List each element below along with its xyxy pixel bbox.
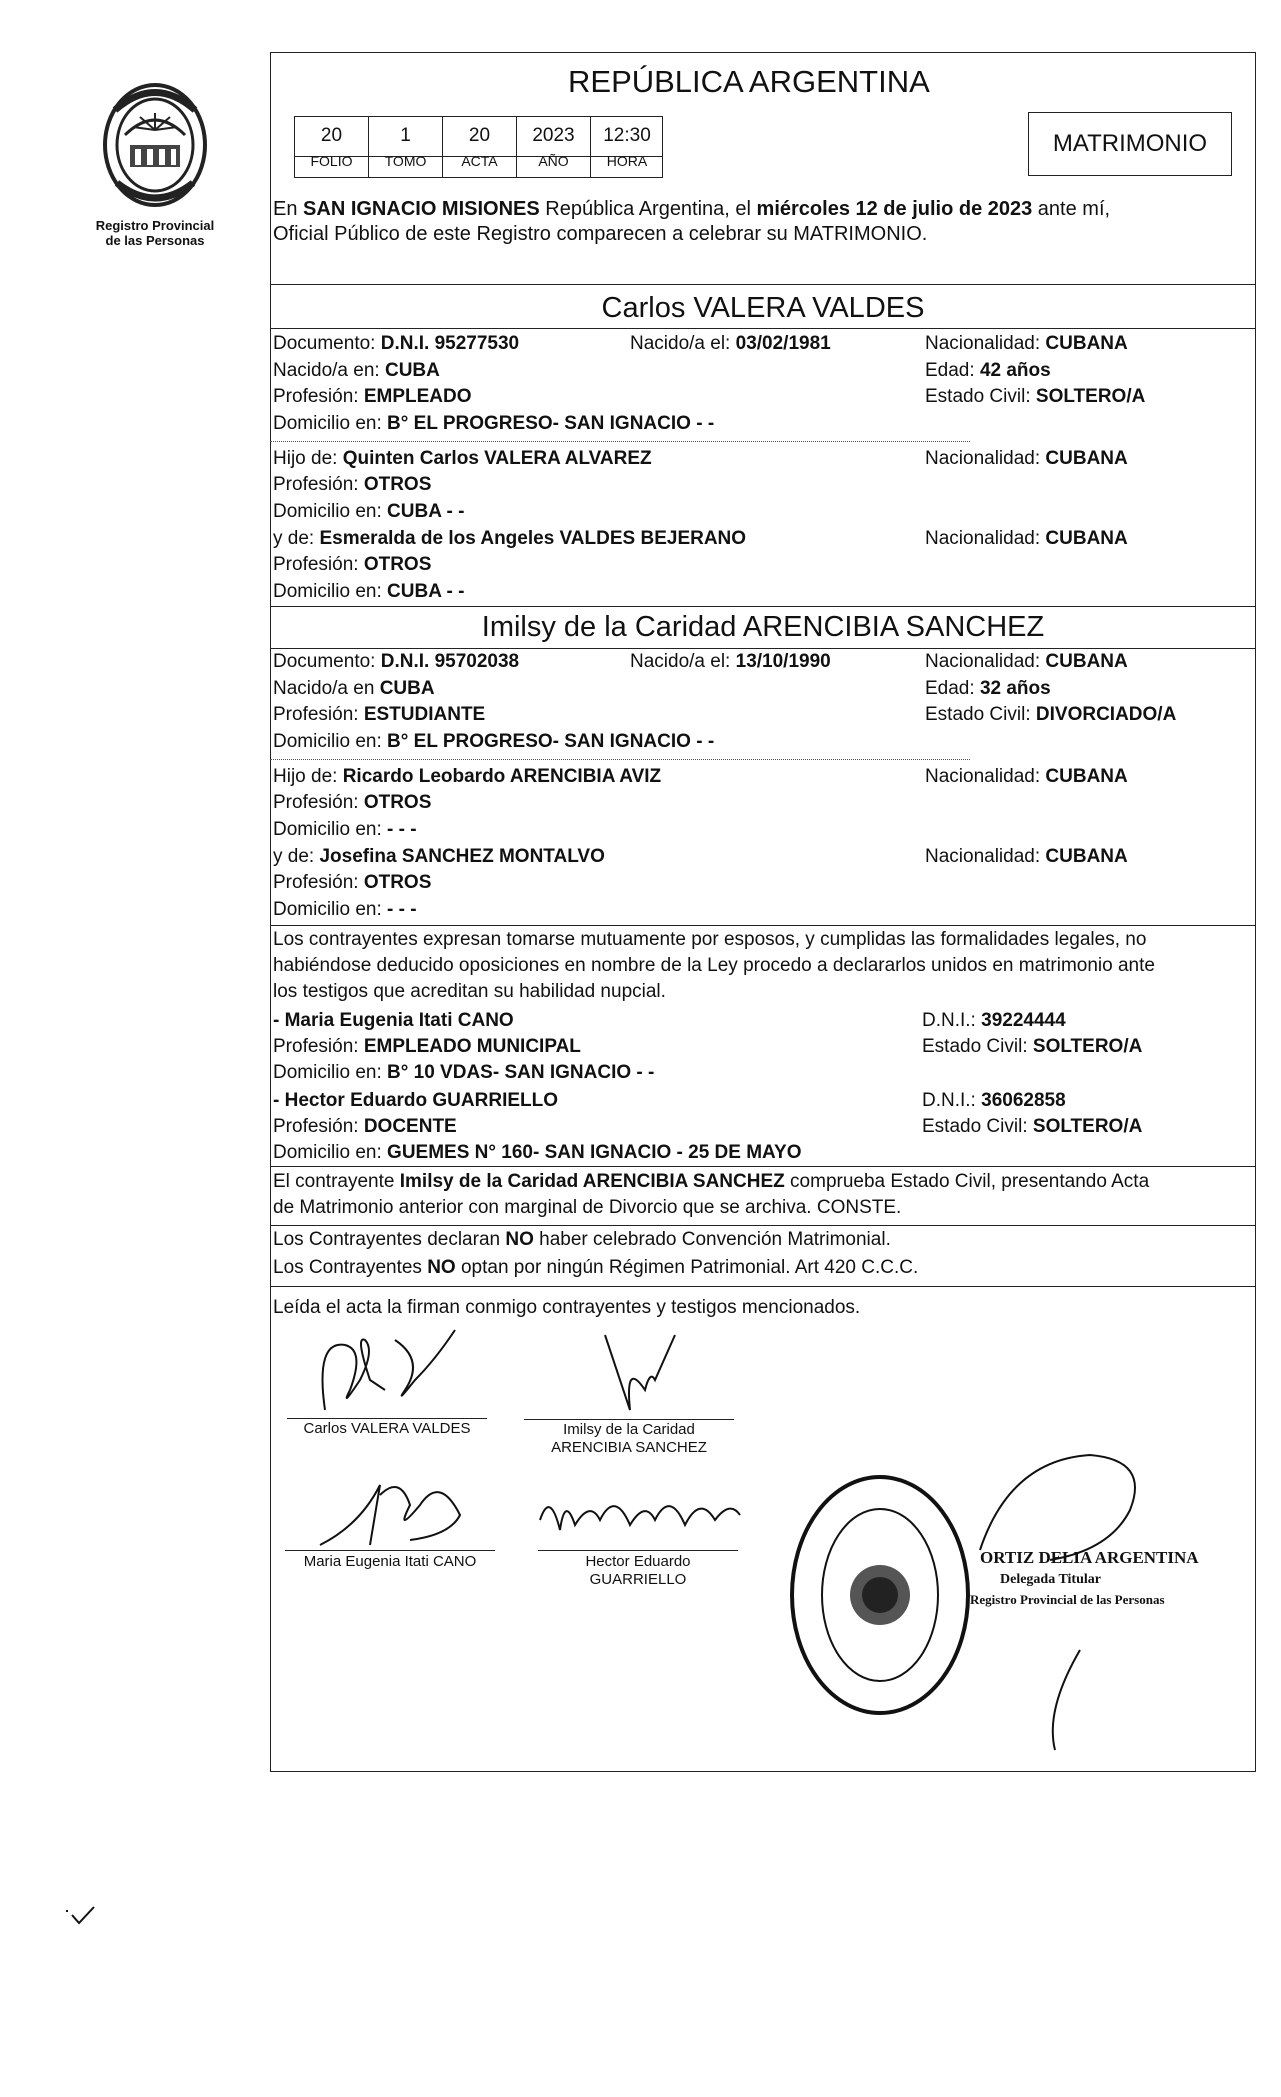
- witness1-profession: Profesión: EMPLEADO MUNICIPAL: [273, 1036, 581, 1057]
- closing-text: Leída el acta la firman conmigo contrayentes y testigos mencionados.: [273, 1297, 861, 1318]
- acta-label: ACTA: [461, 153, 498, 169]
- stamp-title: Delegada Titular: [1000, 1572, 1101, 1587]
- spouse1-mother: y de: Esmeralda de los Angeles VALDES BEJERANO: [273, 528, 747, 549]
- folio-label: FOLIO: [310, 153, 353, 169]
- spouse2-document: Documento: D.N.I. 95702038: [273, 651, 520, 672]
- spouse2-father-nationality: Nacionalidad: CUBANA: [925, 766, 1128, 787]
- spouse2-civil-status: Estado Civil: DIVORCIADO/A: [925, 704, 1177, 725]
- declaration-line-1: Los contrayentes expresan tomarse mutuamente por esposos, y cumplidas las formalidades legales, no: [273, 929, 1147, 950]
- divorce-note-line-2: de Matrimonio anterior con marginal de Divorcio que se archiva. CONSTE.: [273, 1197, 902, 1218]
- signature-carlos: [305, 1320, 485, 1425]
- signature-caption-maria: Maria Eugenia Itati CANO: [303, 1553, 477, 1570]
- witness2-dni: D.N.I.: 36062858: [922, 1090, 1066, 1111]
- divorce-note-line-1: El contrayente Imilsy de la Caridad ARENCIBIA SANCHEZ comprueba Estado Civil, presentando Acta: [273, 1171, 1150, 1192]
- witness1-civil-status: Estado Civil: SOLTERO/A: [922, 1036, 1143, 1057]
- signature-caption-carlos: Carlos VALERA VALDES: [303, 1420, 471, 1437]
- signature-maria: [300, 1465, 475, 1560]
- spouse1-address: Domicilio en: B° EL PROGRESO- SAN IGNACIO - -: [273, 413, 715, 434]
- spouse2-mother-address: Domicilio en: - - -: [273, 899, 417, 920]
- declaration-line-2: habiéndose deducido oposiciones en nombre de la Ley procedo a declararlos unidos en matrimonio ante: [273, 955, 1155, 976]
- convention-line-1: Los Contrayentes declaran NO haber celebrado Convención Matrimonial.: [273, 1229, 891, 1250]
- spouse2-born-on: Nacido/a el: 13/10/1990: [630, 651, 831, 672]
- spouse1-age: Edad: 42 años: [925, 360, 1051, 381]
- spouse1-name: Carlos VALERA VALDES: [601, 292, 925, 324]
- folio-value: 20: [320, 125, 343, 146]
- spouse2-age: Edad: 32 años: [925, 678, 1051, 699]
- signature-hector: [535, 1480, 745, 1555]
- witness1-address: Domicilio en: B° 10 VDAS- SAN IGNACIO - -: [273, 1062, 655, 1083]
- spouse2-father-profession: Profesión: OTROS: [273, 792, 432, 813]
- spouse2-nationality: Nacionalidad: CUBANA: [925, 651, 1128, 672]
- witness1-name: - Maria Eugenia Itati CANO: [273, 1010, 514, 1031]
- witness2-address: Domicilio en: GUEMES N° 160- SAN IGNACIO - 25 DE MAYO: [273, 1142, 802, 1163]
- spouse2-address: Domicilio en: B° EL PROGRESO- SAN IGNACIO - -: [273, 731, 715, 752]
- year-value: 2023: [532, 125, 575, 146]
- stamp-name: ORTIZ DELIA ARGENTINA: [980, 1548, 1199, 1567]
- tomo-label: TOMO: [384, 153, 427, 169]
- stamp-registry: Registro Provincial de las Personas: [970, 1592, 1165, 1607]
- spouse2-born-in: Nacido/a en CUBA: [273, 678, 435, 699]
- spouse1-father: Hijo de: Quinten Carlos VALERA ALVAREZ: [273, 448, 652, 469]
- hour-label: HORA: [606, 153, 648, 169]
- spouse1-born-on: Nacido/a el: 03/02/1981: [630, 333, 831, 354]
- signature-caption-imilsy: Imilsy de la Caridad ARENCIBIA SANCHEZ: [551, 1421, 707, 1456]
- spouse2-name: Imilsy de la Caridad ARENCIBIA SANCHEZ: [481, 611, 1045, 643]
- spouse2-father-address: Domicilio en: - - -: [273, 819, 417, 840]
- witness2-profession: Profesión: DOCENTE: [273, 1116, 457, 1137]
- spouse2-father: Hijo de: Ricardo Leobardo ARENCIBIA AVIZ: [273, 766, 662, 787]
- spouse1-mother-profession: Profesión: OTROS: [273, 554, 432, 575]
- header-title: REPÚBLICA ARGENTINA: [568, 64, 930, 99]
- acta-value: 20: [468, 125, 491, 146]
- witness2-civil-status: Estado Civil: SOLTERO/A: [922, 1116, 1143, 1137]
- spouse1-document: Documento: D.N.I. 95277530: [273, 333, 520, 354]
- spouse2-mother: y de: Josefina SANCHEZ MONTALVO: [273, 846, 605, 867]
- act-reference-table: [294, 116, 663, 178]
- spouse1-father-address: Domicilio en: CUBA - -: [273, 501, 465, 522]
- spouse1-profession: Profesión: EMPLEADO: [273, 386, 472, 407]
- spouse1-mother-address: Domicilio en: CUBA - -: [273, 581, 465, 602]
- signature-caption-hector: Hector Eduardo GUARRIELLO: [585, 1553, 691, 1588]
- year-label: AÑO: [538, 153, 569, 169]
- spouse2-mother-nationality: Nacionalidad: CUBANA: [925, 846, 1128, 867]
- spouse1-father-nationality: Nacionalidad: CUBANA: [925, 448, 1128, 469]
- hour-value: 12:30: [603, 125, 651, 146]
- act-type: MATRIMONIO: [1052, 130, 1208, 157]
- spouse1-mother-nationality: Nacionalidad: CUBANA: [925, 528, 1128, 549]
- official-stamp: [785, 1470, 975, 1725]
- act-type-box: [1028, 112, 1232, 176]
- registry-logo: [95, 75, 215, 215]
- convention-line-2: Los Contrayentes NO optan por ningún Régimen Patrimonial. Art 420 C.C.C.: [273, 1257, 919, 1278]
- tomo-value: 1: [400, 125, 411, 146]
- check-mark-icon: [62, 1905, 98, 1932]
- declaration-line-3: los testigos que acreditan su habilidad nupcial.: [273, 981, 666, 1002]
- spouse1-nationality: Nacionalidad: CUBANA: [925, 333, 1128, 354]
- witness1-dni: D.N.I.: 39224444: [922, 1010, 1066, 1031]
- spouse1-civil-status: Estado Civil: SOLTERO/A: [925, 386, 1146, 407]
- spouse1-father-profession: Profesión: OTROS: [273, 474, 432, 495]
- spouse2-profession: Profesión: ESTUDIANTE: [273, 704, 486, 725]
- spouse2-mother-profession: Profesión: OTROS: [273, 872, 432, 893]
- logo-caption: Registro Provincial de las Personas: [95, 218, 215, 248]
- signature-imilsy: [595, 1330, 705, 1430]
- spouse1-born-in: Nacido/a en: CUBA: [273, 360, 440, 381]
- witness2-name: - Hector Eduardo GUARRIELLO: [273, 1090, 559, 1111]
- intro-line-2: Oficial Público de este Registro comparecen a celebrar su MATRIMONIO.: [273, 223, 928, 245]
- intro-line-1: En SAN IGNACIO MISIONES República Argentina, el miércoles 12 de julio de 2023 ante mí,: [273, 198, 1111, 220]
